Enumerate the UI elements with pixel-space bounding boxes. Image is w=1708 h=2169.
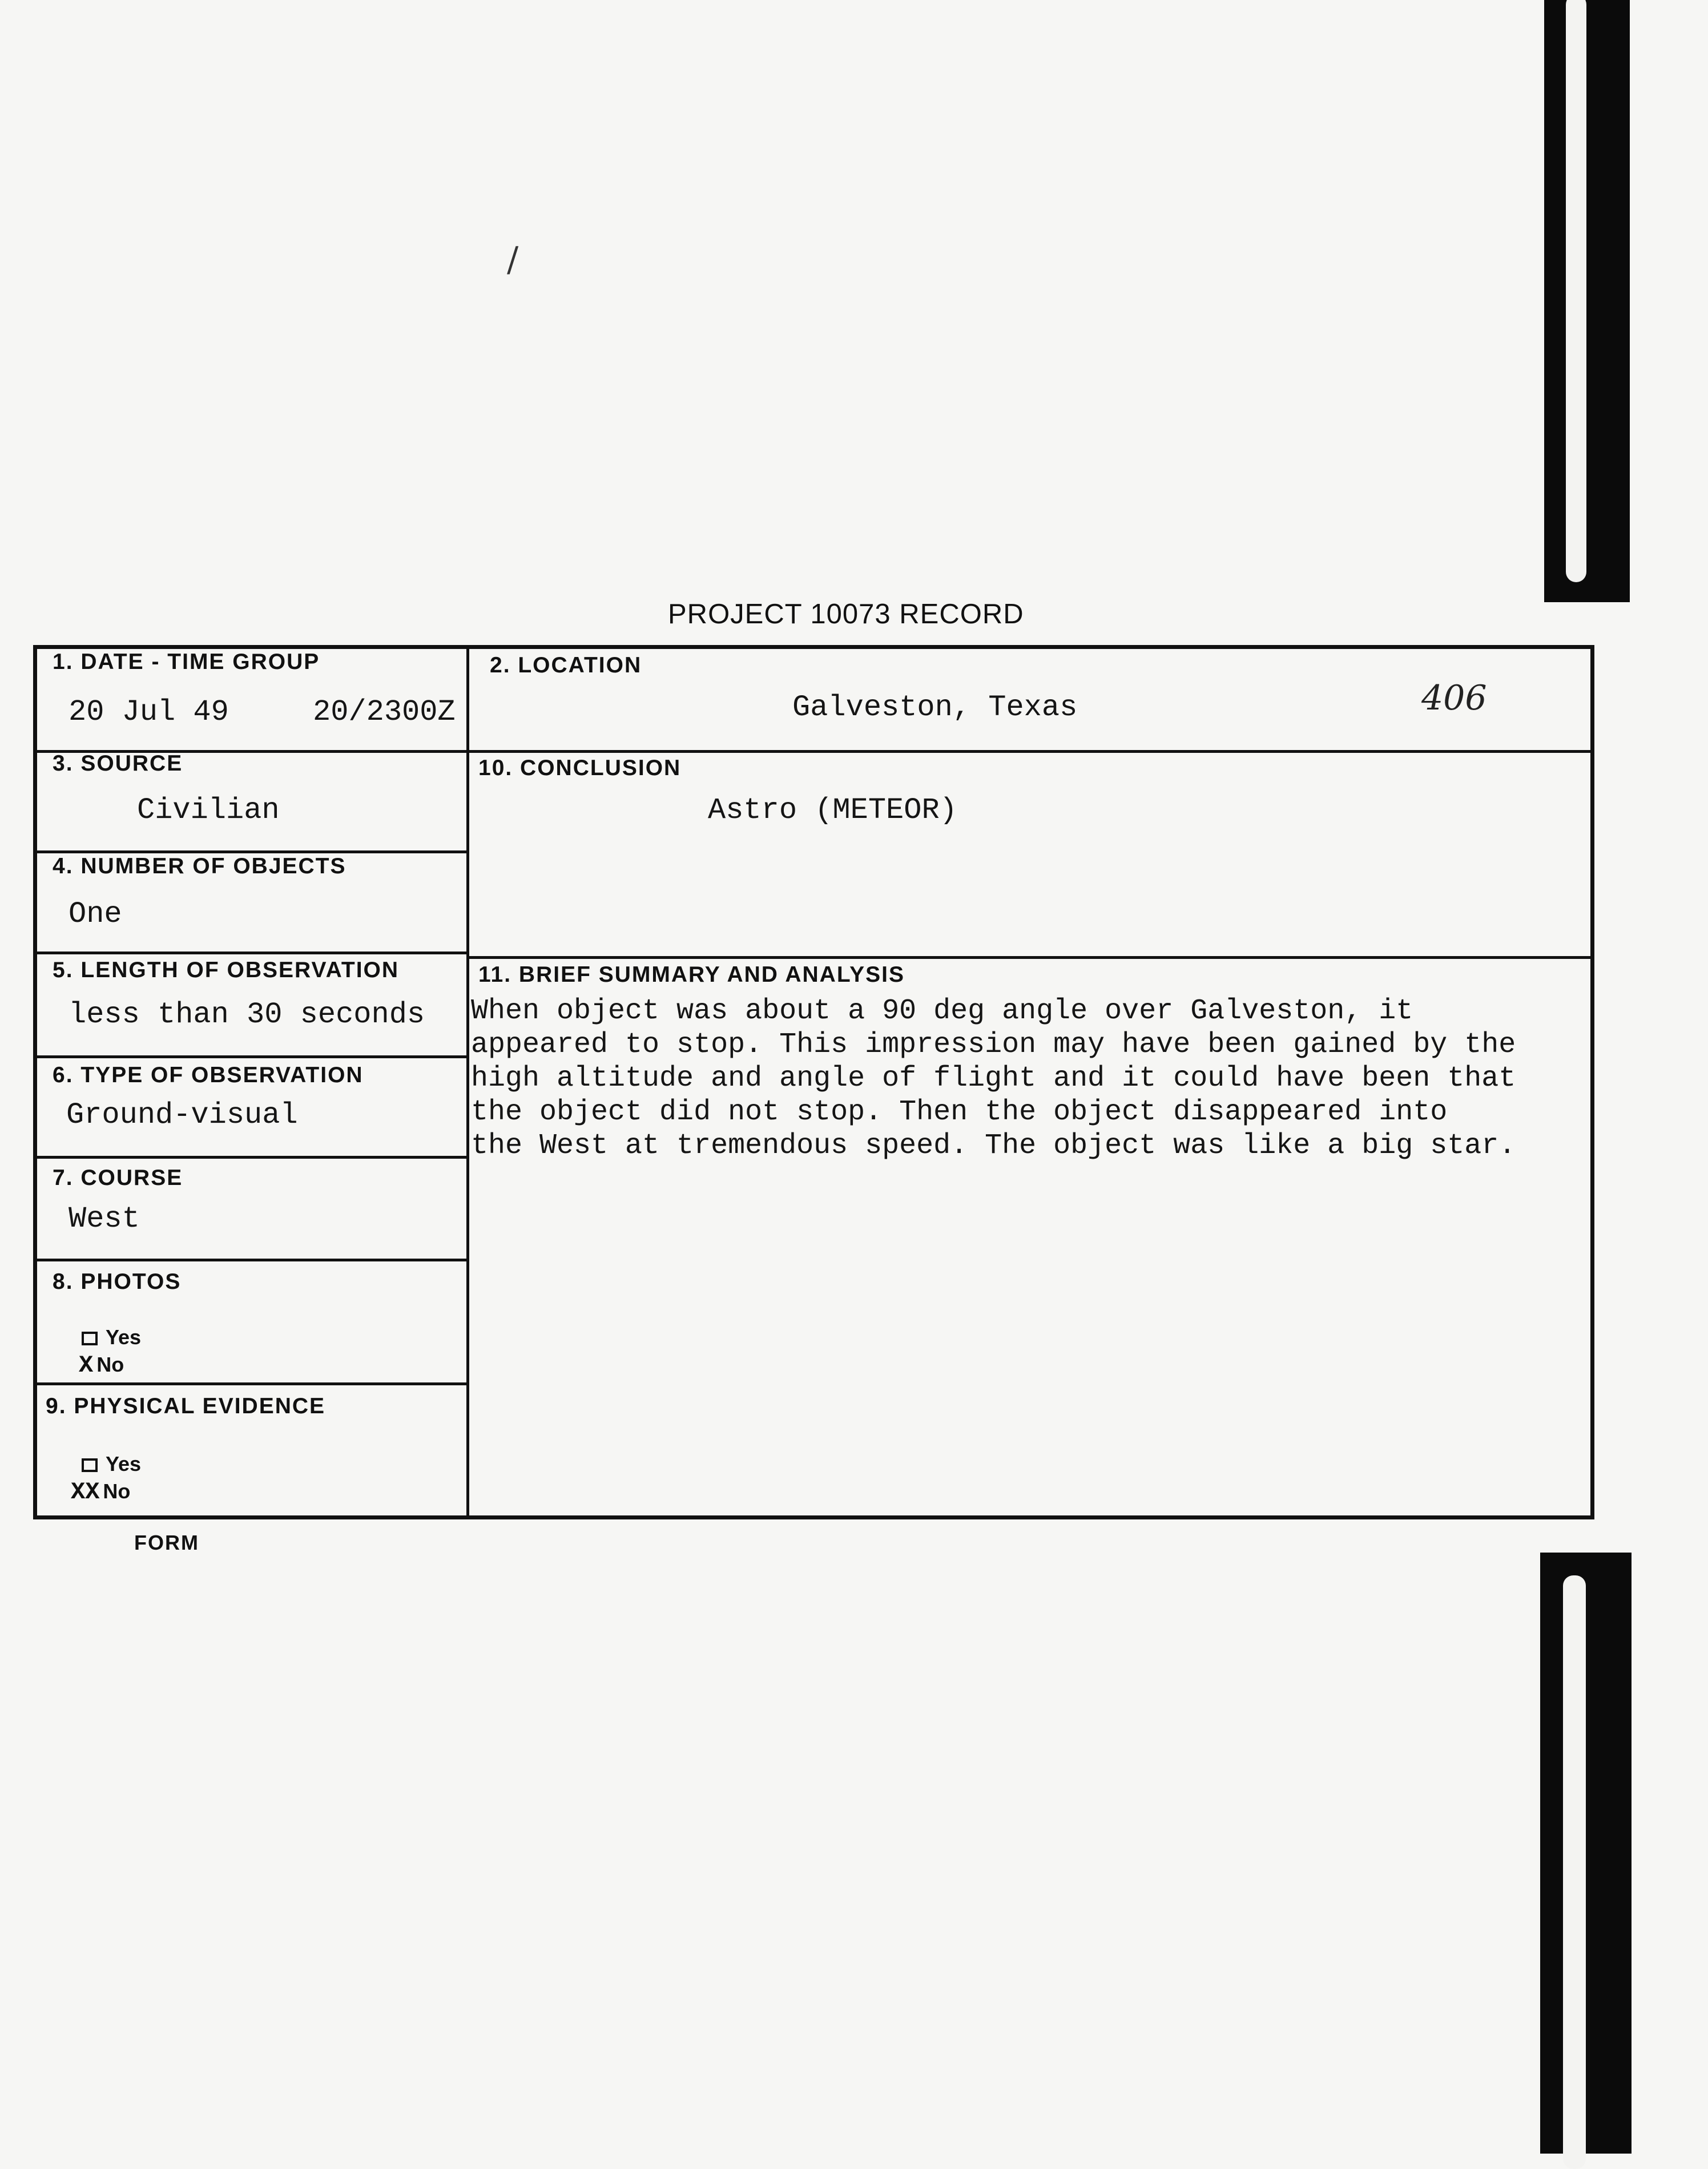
summary-line: When object was about a 90 deg angle over Galveston, it [471, 995, 1413, 1027]
photos-yes-label: Yes [106, 1325, 142, 1349]
column-divider [466, 649, 469, 1517]
summary-line: high altitude and angle of flight and it could have been that [471, 1062, 1516, 1095]
row-divider-objects [37, 952, 466, 954]
film-edge-top [1544, 0, 1630, 602]
time-value: 20/2300Z [313, 695, 456, 729]
course-value: West [69, 1202, 140, 1236]
checkbox-icon [82, 1332, 98, 1345]
row-divider-course [37, 1259, 466, 1261]
conclusion-label: 10. CONCLUSION [478, 756, 682, 780]
physical-evidence-yes-label: Yes [106, 1452, 142, 1475]
type-of-observation-label: 6. TYPE OF OBSERVATION [53, 1063, 364, 1087]
row-divider-location [466, 750, 1594, 753]
course-label: 7. COURSE [53, 1166, 183, 1190]
date-value: 20 Jul 49 [69, 695, 229, 729]
type-of-observation-value: Ground-visual [66, 1098, 298, 1132]
checked-mark: XX [71, 1478, 100, 1506]
photos-yes-option [82, 1325, 141, 1349]
number-of-objects-value: One [69, 897, 122, 931]
physical-evidence-yes-option [82, 1452, 141, 1476]
photos-no-label: No [96, 1353, 124, 1376]
physical-evidence-label: 9. PHYSICAL EVIDENCE [46, 1394, 326, 1418]
summary-text [471, 994, 1584, 1163]
checkbox-icon [82, 1458, 98, 1472]
summary-line: the object did not stop. Then the object disappeared into [471, 1096, 1448, 1128]
row-divider-source [37, 850, 466, 853]
physical-evidence-no-label: No [103, 1479, 131, 1503]
photos-no-option [79, 1352, 124, 1379]
margin-mark: / [507, 240, 519, 280]
source-value: Civilian [137, 793, 280, 827]
length-of-observation-value: less than 30 seconds [69, 998, 425, 1031]
location-value: Galveston, Texas [792, 691, 1078, 724]
photos-label: 8. PHOTOS [53, 1269, 182, 1294]
file-number: 406 [1421, 678, 1487, 718]
summary-label: 11. BRIEF SUMMARY AND ANALYSIS [478, 962, 905, 987]
date-time-label: 1. DATE - TIME GROUP [53, 650, 320, 674]
number-of-objects-label: 4. NUMBER OF OBJECTS [53, 854, 347, 878]
summary-line: appeared to stop. This impression may have been gained by the [471, 1029, 1516, 1061]
conclusion-value: Astro (METEOR) [708, 793, 957, 827]
summary-line: the West at tremendous speed. The object was like a big star. [471, 1130, 1516, 1162]
row-divider-type [37, 1156, 466, 1159]
checked-mark: X [79, 1352, 94, 1379]
length-of-observation-label: 5. LENGTH OF OBSERVATION [53, 958, 400, 982]
row-divider-photos [37, 1382, 466, 1385]
location-label: 2. LOCATION [490, 653, 642, 678]
form-footer: FORM [134, 1531, 199, 1554]
source-label: 3. SOURCE [53, 751, 183, 776]
record-title: PROJECT 10073 RECORD [668, 599, 1024, 630]
film-edge-bottom [1540, 1553, 1632, 2154]
row-divider-length [37, 1055, 466, 1058]
row-divider-conclusion [466, 956, 1594, 959]
physical-evidence-no-option [71, 1478, 130, 1506]
